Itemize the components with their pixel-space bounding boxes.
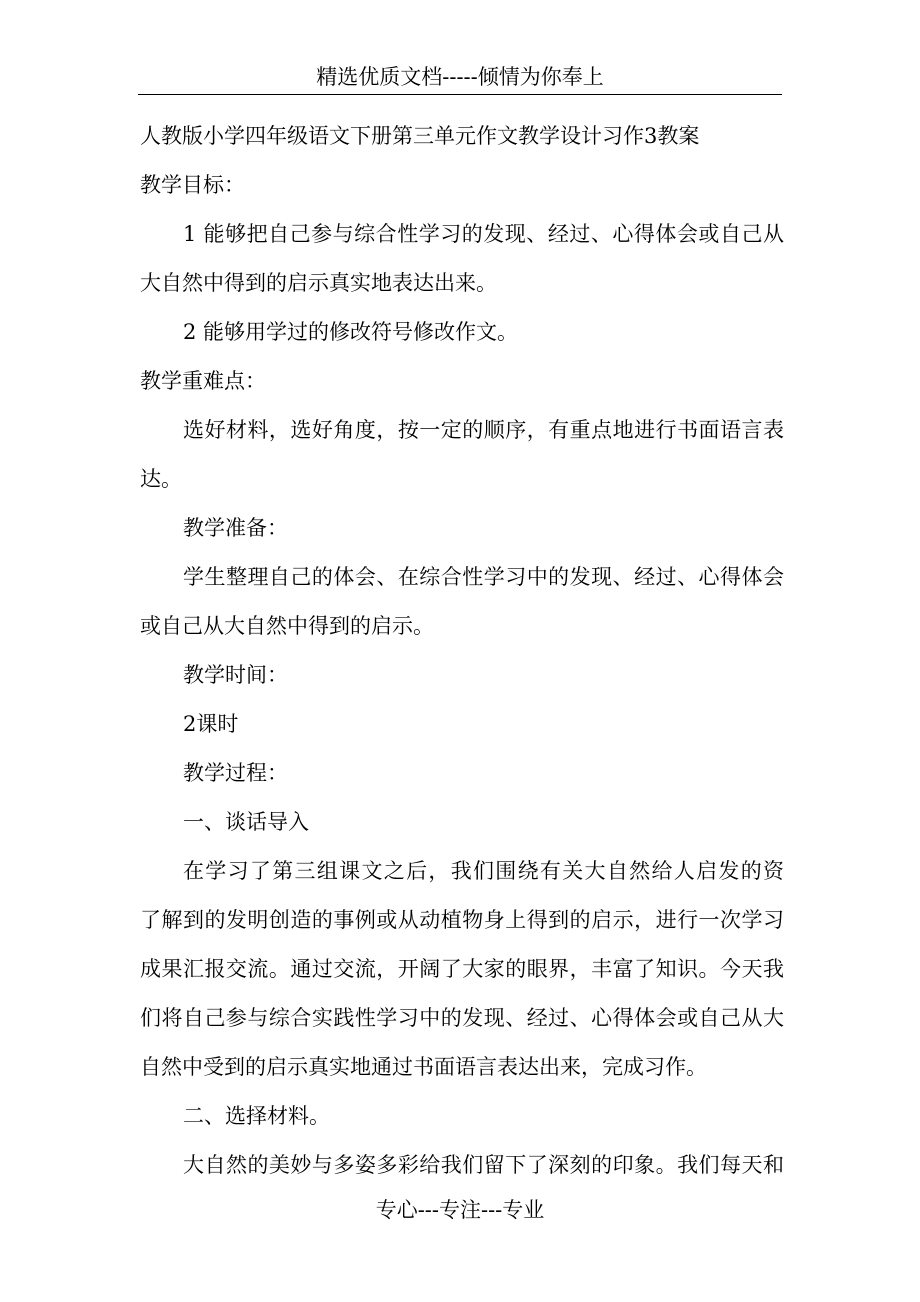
step-1-heading: 一、谈话导入 xyxy=(183,810,309,834)
prep-line-1: 学生整理自己的体会、在综合性学习中的发现、经过、心得体会 xyxy=(183,565,784,589)
step-1-line-1: 在学习了第三组课文之后，我们围绕有关大自然给人启发的资 xyxy=(183,859,784,883)
page-footer: 专心---专注---专业 xyxy=(375,1198,545,1222)
step-1-line-5: 自然中受到的启示真实地通过书面语言表达出来，完成习作。 xyxy=(140,1055,707,1079)
process-heading: 教学过程： xyxy=(183,761,288,785)
page-header: 精选优质文档-----倾情为你奉上 xyxy=(316,65,604,89)
key-line-2: 达。 xyxy=(140,467,182,491)
step-1-line-4: 们将自己参与综合实践性学习中的发现、经过、心得体会或自己从大 xyxy=(140,1006,784,1030)
key-heading: 教学重难点： xyxy=(140,369,266,393)
step-1-line-3: 成果汇报交流。通过交流，开阔了大家的眼界，丰富了知识。今天我 xyxy=(140,957,784,981)
time-value: 2课时 xyxy=(183,712,239,736)
goal-1-line-1: 1 能够把自己参与综合性学习的发现、经过、心得体会或自己从 xyxy=(183,222,784,246)
goal-1-line-2: 大自然中得到的启示真实地表达出来。 xyxy=(140,271,497,295)
document-body xyxy=(140,112,784,1190)
header-divider xyxy=(138,94,782,95)
step-2-line-1: 大自然的美妙与多姿多彩给我们留下了深刻的印象。我们每天和 xyxy=(183,1153,784,1177)
key-line-1: 选好材料，选好角度，按一定的顺序，有重点地进行书面语言表 xyxy=(183,418,784,442)
time-heading: 教学时间： xyxy=(183,663,288,687)
goal-heading: 教学目标： xyxy=(140,173,245,197)
prep-heading: 教学准备： xyxy=(183,516,288,540)
document-title: 人教版小学四年级语文下册第三单元作文教学设计习作3教案 xyxy=(140,124,700,148)
step-2-heading: 二、选择材料。 xyxy=(183,1104,330,1128)
prep-line-2: 或自己从大自然中得到的启示。 xyxy=(140,614,434,638)
goal-2: 2 能够用学过的修改符号修改作文。 xyxy=(183,320,519,344)
step-1-line-2: 了解到的发明创造的事例或从动植物身上得到的启示，进行一次学习 xyxy=(140,908,784,932)
